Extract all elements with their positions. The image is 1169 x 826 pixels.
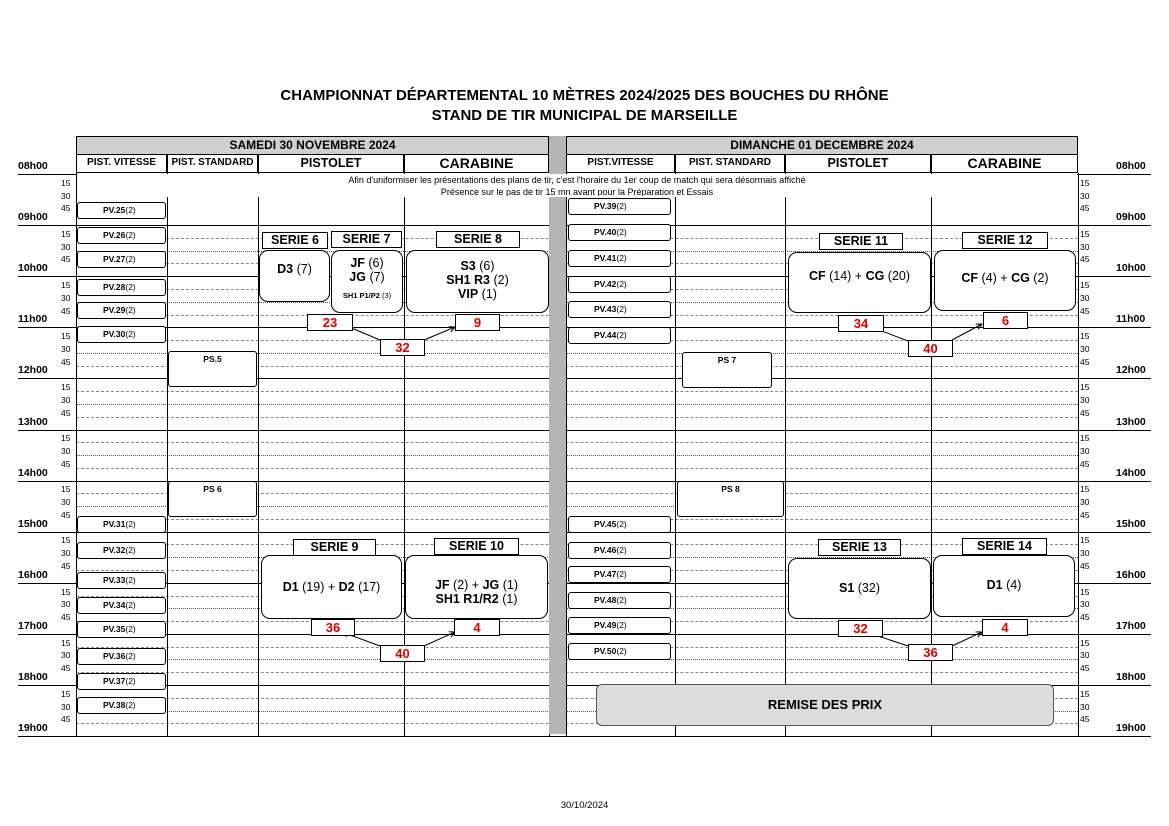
total-sat-am-pistol: 23 xyxy=(307,314,353,331)
quarter-label-left: 30 xyxy=(61,241,71,252)
arrow-sun-pm-right xyxy=(952,632,982,646)
pv-code: PV.44 xyxy=(594,330,617,340)
count: (6) xyxy=(364,256,384,270)
pv-count: (2) xyxy=(125,254,136,264)
pv-count: (2) xyxy=(125,575,136,585)
pv-code: PV.49 xyxy=(594,620,617,630)
hour-label-right: 11h00 xyxy=(1116,313,1146,326)
quarter-label-left: 30 xyxy=(61,599,71,610)
quarter-label-right: 15 xyxy=(1080,637,1090,648)
pv-count: (2) xyxy=(616,595,627,605)
quarter-label-left: 30 xyxy=(61,343,71,354)
hour-label-left: 18h00 xyxy=(18,671,48,683)
pv-code: PV.34 xyxy=(103,600,126,610)
quarter-label-left: 45 xyxy=(61,305,71,316)
quarter-label-left: 15 xyxy=(61,382,71,393)
pv-code: PV.35 xyxy=(103,624,126,634)
serie-9-label: SERIE 9 xyxy=(293,539,376,556)
category-cg: CG xyxy=(865,269,885,283)
count: (20) xyxy=(884,269,911,283)
count: (2) xyxy=(1029,271,1049,285)
pv-count: (2) xyxy=(125,600,136,610)
count: (6) xyxy=(475,259,495,273)
ps-box-ps6[interactable]: PS 6 xyxy=(168,481,257,517)
page-title: CHAMPIONNAT DÉPARTEMENTAL 10 MÈTRES 2024/2025 DES BOUCHES DU RHÔNE xyxy=(280,87,889,104)
pv-count: (2) xyxy=(616,279,627,289)
category-jg: JG xyxy=(482,578,500,592)
total-sun-am-sum: 40 xyxy=(908,340,953,357)
pv-count: (2) xyxy=(125,676,136,686)
quarter-label-right: 30 xyxy=(1080,190,1090,201)
pv-code: PV.33 xyxy=(103,575,126,585)
pv-count: (2) xyxy=(125,624,136,634)
hour-label-left: 09h00 xyxy=(18,211,48,224)
count: (1) xyxy=(498,592,518,606)
quarter-label-right: 30 xyxy=(1080,599,1090,610)
quarter-label-right: 30 xyxy=(1080,343,1090,354)
pv-code: PV.31 xyxy=(103,519,126,529)
quarter-label-left: 15 xyxy=(61,331,71,342)
hour-label-right: 19h00 xyxy=(1116,722,1146,735)
serie-12-label: SERIE 12 xyxy=(962,232,1048,249)
quarter-label-left: 30 xyxy=(61,650,71,661)
count: (1) xyxy=(499,578,519,592)
total-sat-am-rifle: 9 xyxy=(455,314,500,331)
hour-label-left: 11h00 xyxy=(18,313,48,326)
quarter-label-left: 15 xyxy=(61,586,71,597)
quarter-label-right: 45 xyxy=(1080,612,1090,623)
pv-code: PV.36 xyxy=(103,651,126,661)
pv-count: (2) xyxy=(616,201,627,211)
quarter-label-left: 45 xyxy=(61,203,71,214)
pv-code: PV.37 xyxy=(103,676,126,686)
quarter-label-left: 30 xyxy=(61,394,71,405)
pv-count: (2) xyxy=(616,304,627,314)
pv-code: PV.41 xyxy=(594,253,617,263)
category-jg: JG xyxy=(349,270,366,284)
pv-code: PV.48 xyxy=(594,595,617,605)
hour-label-left: 16h00 xyxy=(18,568,48,581)
hour-label-right: 16h00 xyxy=(1116,568,1146,581)
count: (2) xyxy=(490,273,509,287)
category-d1: D1 xyxy=(986,578,1003,592)
pv-count: (2) xyxy=(616,519,627,529)
col-header-sun-pistolet: PISTOLET xyxy=(785,155,931,173)
serie-8-label: SERIE 8 xyxy=(436,231,520,248)
count: (1) xyxy=(478,287,497,301)
col-header-sat-pistolet: PISTOLET xyxy=(258,155,404,173)
hour-label-left: 15h00 xyxy=(18,517,48,530)
quarter-label-left: 30 xyxy=(61,446,71,457)
count: (7) xyxy=(365,270,385,284)
pv-count: (2) xyxy=(125,519,136,529)
total-sat-pm-pistol: 36 xyxy=(311,619,355,636)
total-sat-pm-sum: 40 xyxy=(380,645,425,662)
quarter-label-left: 15 xyxy=(61,433,71,444)
quarter-label-left: 45 xyxy=(61,714,71,725)
pv-count: (2) xyxy=(616,545,627,555)
hour-label-right: 09h00 xyxy=(1116,211,1146,224)
quarter-label-left: 45 xyxy=(61,663,71,674)
quarter-label-right: 30 xyxy=(1080,241,1090,252)
count: (7) xyxy=(293,262,312,276)
quarter-label-right: 30 xyxy=(1080,292,1090,303)
pv-count: (2) xyxy=(125,205,136,215)
pv-count: (2) xyxy=(125,651,136,661)
hour-label-right: 10h00 xyxy=(1116,262,1146,275)
hour-label-left: 08h00 xyxy=(18,160,48,172)
serie-10-label: SERIE 10 xyxy=(434,538,519,555)
category-vip: VIP xyxy=(458,287,479,301)
category-jf: JF xyxy=(434,578,450,592)
col-header-sun-pist-vitesse: PIST.VITESSE xyxy=(566,155,675,173)
remise-des-prix-event[interactable]: REMISE DES PRIX xyxy=(596,684,1054,726)
pv-code: PV.28 xyxy=(103,282,126,292)
hour-label-left: 10h00 xyxy=(18,262,48,275)
arrow-sat-am-right xyxy=(424,327,455,340)
serie-14-label: SERIE 14 xyxy=(962,538,1047,555)
arrow-sat-pm-right xyxy=(424,632,455,646)
pv-code: PV.25 xyxy=(103,205,126,215)
quarter-label-right: 15 xyxy=(1080,228,1090,239)
count: (17) xyxy=(354,580,381,594)
notice-line-1: Afin d'uniformiser les présentations des plans de tir, c'est l'horaire du 1er coup de match qui sera désormais affiché xyxy=(348,175,806,185)
hour-label-right: 08h00 xyxy=(1116,160,1146,172)
pv-count: (2) xyxy=(125,305,136,315)
quarter-label-right: 30 xyxy=(1080,650,1090,661)
quarter-label-right: 15 xyxy=(1080,382,1090,393)
pv-code: PV.26 xyxy=(103,230,126,240)
serie-7-label: SERIE 7 xyxy=(331,231,402,248)
quarter-label-right: 45 xyxy=(1080,663,1090,674)
hour-label-right: 17h00 xyxy=(1116,619,1146,632)
pv-code: PV.43 xyxy=(594,304,617,314)
pv-code: PV.39 xyxy=(594,201,617,211)
quarter-label-right: 15 xyxy=(1080,331,1090,342)
ps-box-ps8[interactable]: PS 8 xyxy=(677,481,784,517)
col-header-sat-pist-vitesse: PIST. VITESSE xyxy=(76,155,167,173)
total-sun-pm-pistol: 32 xyxy=(838,620,883,637)
hour-label-left: 17h00 xyxy=(18,619,48,632)
quarter-label-right: 45 xyxy=(1080,407,1090,418)
quarter-label-right: 45 xyxy=(1080,356,1090,367)
quarter-label-left: 15 xyxy=(61,535,71,546)
pv-count: (2) xyxy=(125,545,136,555)
hour-label-left: 14h00 xyxy=(18,466,48,479)
pv-code: PV.46 xyxy=(594,545,617,555)
pv-count: (2) xyxy=(616,330,627,340)
pv-code: PV.45 xyxy=(594,519,617,529)
quarter-label-right: 15 xyxy=(1080,688,1090,699)
quarter-label-left: 30 xyxy=(61,292,71,303)
serie-11-label: SERIE 11 xyxy=(819,233,903,250)
quarter-label-left: 45 xyxy=(61,509,71,520)
day-header-sunday: DIMANCHE 01 DECEMBRE 2024 xyxy=(566,136,1078,155)
pv-code: PV.29 xyxy=(103,305,126,315)
category-cg: CG xyxy=(1011,271,1030,285)
quarter-label-right: 15 xyxy=(1080,586,1090,597)
hour-label-left: 12h00 xyxy=(18,364,48,377)
pv-count: (2) xyxy=(616,620,627,630)
col-header-sat-carabine: CARABINE xyxy=(404,155,549,173)
count: (19) + xyxy=(298,580,339,594)
pv-code: PV.50 xyxy=(594,646,617,656)
quarter-label-right: 30 xyxy=(1080,548,1090,559)
quarter-label-left: 45 xyxy=(61,254,71,265)
quarter-label-right: 45 xyxy=(1080,458,1090,469)
category-jf: JF xyxy=(350,256,365,270)
quarter-label-left: 30 xyxy=(61,548,71,559)
ps-box-ps5[interactable]: PS.5 xyxy=(168,351,257,387)
serie-13-label: SERIE 13 xyxy=(818,539,901,556)
page-subtitle: STAND DE TIR MUNICIPAL DE MARSEILLE xyxy=(431,107,738,124)
pv-count: (2) xyxy=(616,253,627,263)
total-sun-pm-sum: 36 xyxy=(908,644,953,661)
pv-code: PV.27 xyxy=(103,254,126,264)
pv-count: (2) xyxy=(616,227,627,237)
quarter-label-left: 45 xyxy=(61,561,71,572)
col-header-sat-pist-standard: PIST. STANDARD xyxy=(167,155,258,173)
ps-box-ps7[interactable]: PS 7 xyxy=(682,352,772,388)
category-s1: S1 xyxy=(839,581,855,595)
pv-count: (2) xyxy=(616,646,627,656)
day-header-saturday: SAMEDI 30 NOVEMBRE 2024 xyxy=(76,136,549,155)
hour-label-right: 12h00 xyxy=(1116,364,1146,377)
quarter-label-left: 30 xyxy=(61,190,71,201)
quarter-label-right: 45 xyxy=(1080,714,1090,725)
notice-line-2: Présence sur le pas de tir 15 mn avant pour la Préparation et Essais xyxy=(440,187,714,196)
col-header-sun-pist-standard: PIST. STANDARD xyxy=(675,155,785,173)
pv-code: PV.47 xyxy=(594,569,617,579)
count: (32) xyxy=(854,581,880,595)
footer-date: 30/10/2024 xyxy=(560,800,609,811)
category-sh1-r3: SH1 R3 xyxy=(446,273,491,287)
col-header-sun-carabine: CARABINE xyxy=(931,155,1078,173)
total-sun-am-rifle: 6 xyxy=(983,312,1028,329)
quarter-label-left: 30 xyxy=(61,497,71,508)
hour-label-right: 15h00 xyxy=(1116,517,1146,530)
quarter-label-right: 15 xyxy=(1080,433,1090,444)
pv-count: (2) xyxy=(616,569,627,579)
quarter-label-left: 15 xyxy=(61,637,71,648)
hour-label-right: 13h00 xyxy=(1116,415,1146,428)
category-cf: CF xyxy=(808,269,826,283)
category-d1: D1 xyxy=(282,580,299,594)
count: (4) xyxy=(1002,578,1022,592)
pv-count: (2) xyxy=(125,282,136,292)
quarter-label-right: 45 xyxy=(1080,254,1090,265)
quarter-label-right: 45 xyxy=(1080,305,1090,316)
quarter-label-right: 30 xyxy=(1080,394,1090,405)
quarter-label-left: 15 xyxy=(61,279,71,290)
hour-label-right: 14h00 xyxy=(1116,466,1146,479)
total-sun-am-pistol: 34 xyxy=(838,315,884,332)
pv-code: PV.42 xyxy=(594,279,617,289)
pv-count: (2) xyxy=(125,230,136,240)
pv-code: PV.38 xyxy=(103,700,126,710)
category-cf: CF xyxy=(961,271,979,285)
pv-code: PV.40 xyxy=(594,227,617,237)
quarter-label-right: 45 xyxy=(1080,509,1090,520)
quarter-label-right: 45 xyxy=(1080,203,1090,214)
arrow-sun-am-right xyxy=(952,324,982,340)
category-sh1-r1r2: SH1 R1/R2 xyxy=(435,592,499,606)
hour-label-left: 19h00 xyxy=(18,722,48,735)
quarter-label-left: 45 xyxy=(61,458,71,469)
category-sh1: SH1 P1/P2 xyxy=(342,291,380,300)
quarter-label-left: 15 xyxy=(61,484,71,495)
quarter-label-left: 45 xyxy=(61,356,71,367)
quarter-label-right: 30 xyxy=(1080,701,1090,712)
quarter-label-left: 15 xyxy=(61,177,71,188)
category-d2: D2 xyxy=(338,580,355,594)
hour-label-right: 18h00 xyxy=(1116,671,1146,683)
quarter-label-left: 45 xyxy=(61,407,71,418)
total-sat-pm-rifle: 4 xyxy=(454,619,500,636)
pv-count: (2) xyxy=(125,700,136,710)
quarter-label-right: 30 xyxy=(1080,446,1090,457)
category-d3: D3 xyxy=(277,262,294,276)
count: (3) xyxy=(379,291,392,300)
pv-count: (2) xyxy=(125,329,136,339)
quarter-label-right: 15 xyxy=(1080,279,1090,290)
total-sun-pm-rifle: 4 xyxy=(982,619,1028,636)
count: (4) + xyxy=(978,271,1012,285)
pv-code: PV.32 xyxy=(103,545,126,555)
quarter-label-left: 15 xyxy=(61,688,71,699)
pv-code: PV.30 xyxy=(103,329,126,339)
quarter-label-left: 30 xyxy=(61,701,71,712)
quarter-label-right: 15 xyxy=(1080,535,1090,546)
quarter-label-right: 45 xyxy=(1080,561,1090,572)
count: (14) + xyxy=(825,269,866,283)
quarter-label-left: 15 xyxy=(61,228,71,239)
category-s3: S3 xyxy=(460,259,476,273)
hour-label-left: 13h00 xyxy=(18,415,48,428)
quarter-label-left: 45 xyxy=(61,612,71,623)
total-sat-am-sum: 32 xyxy=(380,339,425,356)
quarter-label-right: 15 xyxy=(1080,177,1090,188)
count: (2) + xyxy=(449,578,483,592)
quarter-label-right: 15 xyxy=(1080,484,1090,495)
serie-6-label: SERIE 6 xyxy=(262,232,328,249)
quarter-label-right: 30 xyxy=(1080,497,1090,508)
